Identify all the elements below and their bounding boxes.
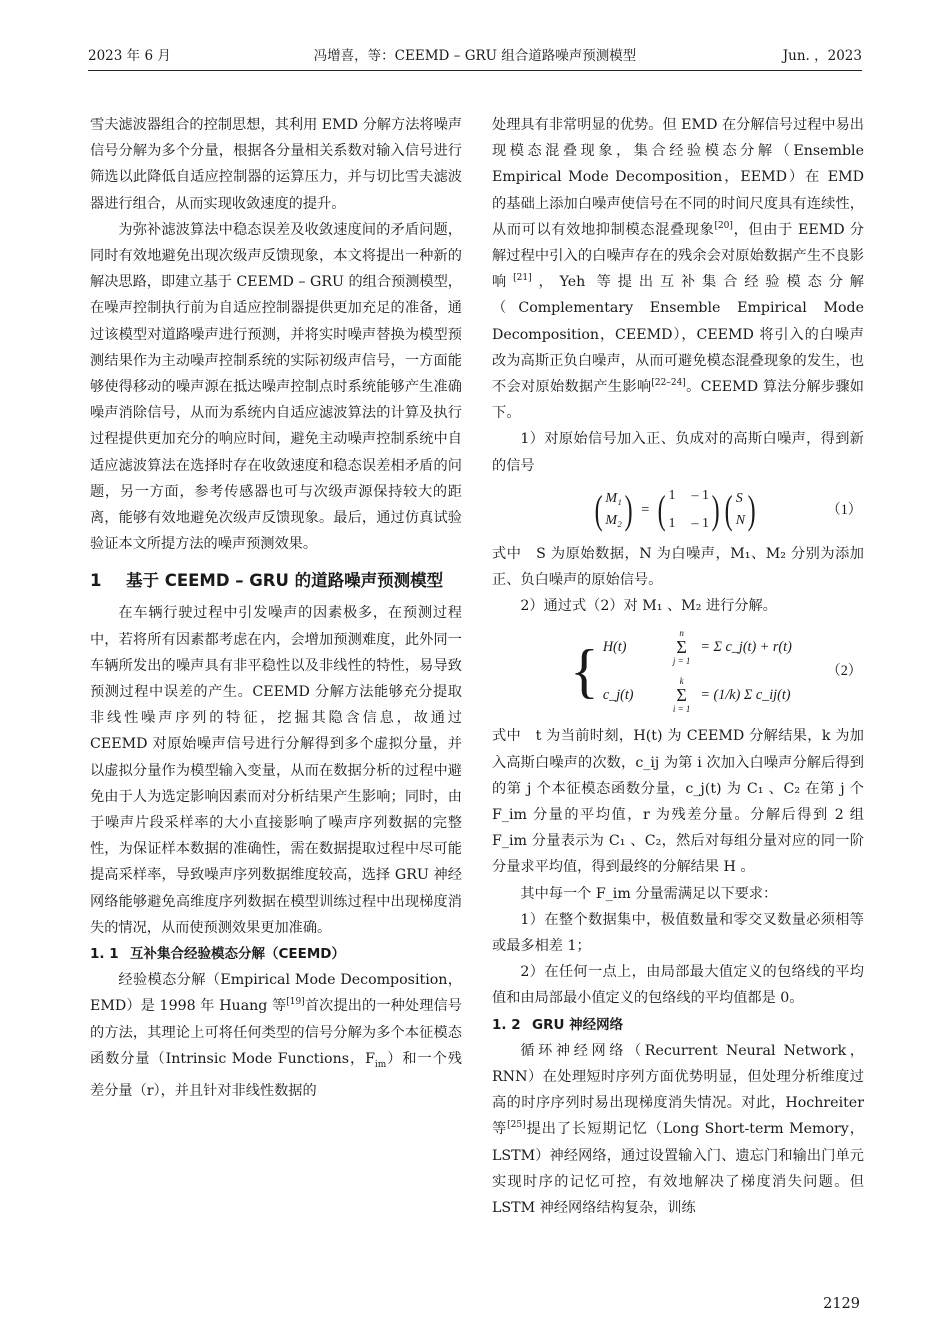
subsection-heading — [492, 1012, 864, 1038]
paren-right: ) — [711, 486, 720, 532]
header-title: 冯增喜，等：CEEMD – GRU 组合道路噪声预测模型 — [313, 48, 637, 64]
paragraph — [492, 1038, 864, 1221]
page-number: 2129 — [823, 1296, 860, 1312]
citation: [19] — [286, 997, 305, 1008]
brace: { — [570, 638, 599, 705]
text-run: 首次提出的一种处理信号的方法，其理论上可将任何类型的信号分解为多个本征模态函数分量（Intrinsic Mode Functions，F — [90, 998, 462, 1067]
section-heading — [90, 567, 462, 594]
subsection-heading — [90, 941, 462, 967]
sum-lower: i = 1 — [672, 704, 691, 715]
citation: [20] — [714, 220, 733, 231]
matrix-cell: 1 — [668, 487, 676, 503]
text-run: 循环神经网络（Recurrent Neural Network，RNN）在处理短时序列方面优势明显，但处理分析维度过高的时序序列时易出现梯度消失情况。对此，Hochreiter 等 — [492, 1042, 864, 1138]
sum-upper: k — [679, 676, 684, 687]
equation-number: （1） — [826, 501, 862, 518]
section-title: 基于 CEEMD – GRU 的道路噪声预测模型 — [126, 571, 444, 591]
text-run: ，Yeh 等提出互补集合经验模态分解（Complementary Ensemble Empirical Mode Decomposition，CEEMD），CEEMD 将引入的白噪声改为高斯正负白噪声，从而可避免模态混叠现象的发生，也不会对原始数据产生影响 — [492, 274, 864, 396]
citation: [25] — [507, 1120, 526, 1131]
eq-rhs: = (1/k) Σ c_ij(t) — [700, 687, 791, 704]
matrix-cell: – 1 — [691, 487, 710, 503]
running-header — [88, 44, 862, 68]
paragraph: 2）在任何一点上，由局部最大值定义的包络线的平均值和由局部最小值定义的包络线的平均值都是 0。 — [492, 964, 864, 1007]
paragraph — [492, 112, 864, 426]
equation-1 — [592, 479, 864, 541]
citation: [21] — [513, 273, 532, 284]
matrix-cell: 1 — [668, 515, 676, 531]
paren-right: ) — [747, 486, 756, 532]
text-run: 提出了长短期记忆（Long Short-term Memory，LSTM）神经网络，通过设置输入门、遗忘门和输出门单元实现时序的记忆可控，有效地解决了梯度消失问题。但 LSTM 神经网络结构复杂，训练 — [492, 1121, 864, 1216]
eq-var: N — [735, 512, 746, 528]
eq-lhs: H(t) — [602, 639, 627, 656]
paragraph — [90, 967, 462, 1104]
paren-left: ( — [657, 486, 666, 532]
eq-rhs: = Σ c_j(t) + r(t) — [700, 639, 792, 656]
subsection-title: GRU 神经网络 — [532, 1016, 624, 1033]
paragraph: 其中每一个 F_im 分量需满足以下要求： — [520, 885, 778, 902]
section-number: 1 — [90, 571, 102, 591]
text-run: 处理具有非常明显的优势。但 EMD 在分解信号过程中易出现模态混叠现象，集合经验模态分解（Ensemble Empirical Mode Decomposition，EEMD）在 EMD 的基础上添加白噪声使信号在不同的时间尺度具有连续性，从而可以有效地抑制模态混叠现象 — [492, 117, 864, 238]
paragraph: 1）在整个数据集中，极值数量和零交叉数量必须相等或最多相差 1； — [492, 911, 864, 955]
header-rule — [88, 70, 862, 71]
sum-upper: n — [679, 628, 684, 639]
eq-var: S — [735, 490, 743, 506]
text-run: ）和一个残差分量（r），并且针对非线性数据的 — [90, 1050, 462, 1099]
paragraph: 为弥补滤波算法中稳态误差及收敛速度间的矛盾问题，同时有效地避免出现次级声反馈现象，本文将提出一种新的解决思路，即建立基于 CEEMD – GRU 的组合预测模型，在噪声控制执行前为自适应控制器提供更加充足的准备，通过该模型对道路噪声进行预测，并将实时噪声替换为模型预测结果作为主动噪声控制系统的实际初级声信号，一方面能够使得移动的噪声源在抵达噪声控制点时系统能够产生准确噪声消除信号，从而为系统内自适应滤波算法的计算及执行过程提供更加充分的响应时间，避免主动噪声控制系统中自适应滤波算法在选择时存在收敛速度和稳态误差相矛盾的问题，另一方面，参考传感器也可与次级声源保持较大的距离，能够有效地避免次级声反馈现象。最后，通过仿真试验验证本文所提方法的噪声预测效果。 — [90, 221, 462, 553]
equation-2: { H(t) n Σ j = 1 = Σ c_j(t) + r(t) c_j(t) k Σ i = 1 = (1/k) Σ c_ij(t) （2） — [570, 628, 862, 715]
text-run: 。CEEMD 算法分解步骤如下。 — [492, 379, 864, 422]
citation: [22–24] — [651, 378, 686, 389]
right-column — [492, 112, 864, 1221]
header-date-en: Jun. ，2023 — [782, 48, 862, 64]
text-run: 经验模态分解（Empirical Mode Decomposition，EMD）是 1998 年 Huang 等 — [90, 972, 462, 1015]
header-date: 2023 年 6 月 — [88, 48, 171, 64]
paragraph: 雪夫滤波器组合的控制思想，其利用 EMD 分解方法将噪声信号分解为多个分量，根据各分量相关系数对输入信号进行筛选以此降低自适应控制器的运算压力，并与切比雪夫滤波器进行组合，从而实现收敛速度的提升。 — [90, 117, 462, 212]
paragraph: 在车辆行驶过程中引发噪声的因素极多，在预测过程中，若将所有因素都考虑在内，会增加预测难度，此外同一车辆所发出的噪声具有非平稳性以及非线性的特性，易导致预测过程中误差的产生。CEEMD 分解方法能够充分提取非线性噪声序列的特征，挖掘其隐含信息，故通过 CEEMD 对原始噪声信号进行分解得到多个虚拟分量，并以虚拟分量作为模型输入变量，从而在数据分析的过程中避免由于人为选定影响因素而对分析结果产生影响；同时，由于噪声片段采样率的大小直接影响了噪声序列数据的完整性，为保证样本数据的准确性，需在数据提取过程中尽可能提高采样率，导致噪声序列数据维度较高，选择 GRU 神经网络能够避免高维度序列数据在模型训练过程中出现梯度消失的情况，从而使预测效果更加准确。 — [90, 605, 462, 936]
equation-number: （2） — [826, 663, 862, 680]
paren-right: ) — [624, 486, 633, 532]
subsection-number: 1. 1 — [90, 946, 119, 963]
subsection-number: 1. 2 — [492, 1016, 521, 1033]
subscript: im — [374, 1059, 387, 1070]
text-run: ，但由于 EEMD 分解过程中引入的白噪声存在的残余会对原始数据产生不良影响 — [492, 221, 864, 291]
eq-var: M₂ — [605, 512, 622, 528]
paren-left: ( — [725, 486, 734, 532]
paragraph: 2）通过式（2）对 M₁ 、M₂ 进行分解。 — [520, 598, 777, 615]
eq-lhs: c_j(t) — [602, 687, 634, 704]
matrix-cell: – 1 — [691, 515, 710, 531]
eq-sign: = — [641, 501, 650, 518]
subsection-title: 互补集合经验模态分解（CEEMD） — [130, 946, 345, 963]
paragraph: 式中 t 为当前时刻，H(t) 为 CEEMD 分解结果，k 为加入高斯白噪声的次数，c_ij 为第 i 次加入白噪声分解后得到的第 j 个本征模态函数分量，c_j(t) 为 C₁ 、C₂ 在第 j 个 F_im 分量的平均值，r 为残差分量。分解后得到 2 组 F_im 分量表示为 C₁ 、C₂，然后对每组分量对应的同一阶分量求平均值，得到最终的分解结果 H 。 — [492, 728, 864, 876]
eq-var: M₁ — [605, 490, 622, 506]
paragraph: 式中 S 为原始数据，N 为白噪声，M₁、M₂ 分别为添加正、负白噪声的原始信号。 — [492, 545, 864, 589]
paragraph: 1）对原始信号加入正、负成对的高斯白噪声，得到新的信号 — [492, 431, 864, 474]
sum-lower: j = 1 — [672, 656, 691, 667]
left-column — [90, 112, 462, 1104]
paren-left: ( — [594, 486, 603, 532]
